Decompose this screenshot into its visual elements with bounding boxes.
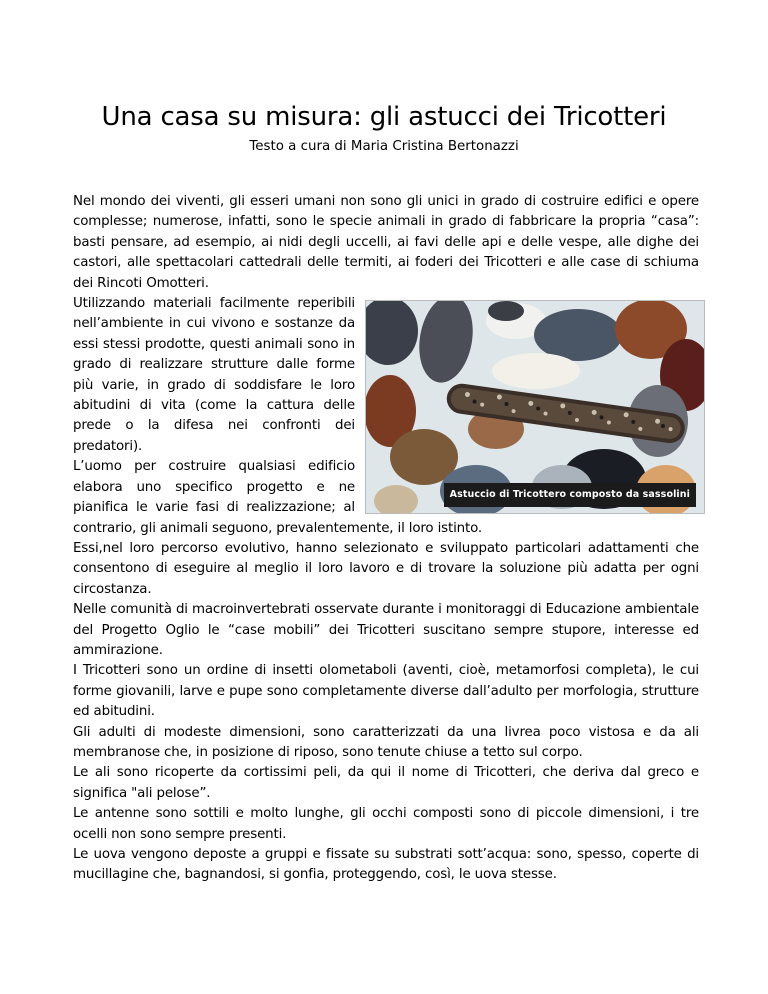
- paragraph: Le antenne sono sottili e molto lunghe, gli occhi composti sono di piccole dimensioni, i tre ocelli non sono sempre presenti.: [73, 806, 699, 842]
- photo-caption: Astuccio di Tricottero composto da sassolini: [444, 483, 696, 507]
- caddisfly-case-photo: [365, 300, 705, 514]
- paragraph: Nelle comunità di macroinvertebrati osservate durante i monitoraggi di Educazione ambientale del Progetto Oglio le “case mobili” dei Tricotteri suscitano sempre stupore, interesse ed ammirazione.: [73, 602, 699, 658]
- paragraph: L’uomo per costruire qualsiasi edificio elabora uno specifico progetto e ne pianifica le varie fasi di realizzazione; al contrario, gli animali seguono, prevalentemente, il loro istinto.: [73, 459, 483, 536]
- paragraph: Le uova vengono deposte a gruppi e fissate su substrati sott’acqua: sono, spesso, coperte di mucillagine che, bagnandosi, si gonfia, proteggendo, così, le uova stesse.: [73, 847, 699, 883]
- pebbles-illustration: [366, 301, 704, 513]
- paragraph: Essi,nel loro percorso evolutivo, hanno selezionato e sviluppato particolari adattamenti che consentono di eseguire al meglio il loro lavoro e di trovare la soluzione più adatta per ogni circostanza.: [73, 540, 699, 597]
- paragraph: Nel mondo dei viventi, gli esseri umani non sono gli unici in grado di costruire edifici e opere complesse; numerose, infatti, sono le specie animali in grado di fabbricare la propria “casa”: basti pensare, ad esempio, ai nidi degli uccelli, ai favi delle api e delle vespe, alle dighe dei castori, alle spettacolari cattedrali delle termiti, ai foderi dei Tricotteri e alle case di schiuma dei Rincoti Omotteri.: [73, 194, 699, 291]
- author-line: Testo a cura di Maria Cristina Bertonazzi: [249, 139, 519, 154]
- paragraph: I Tricotteri sono un ordine di insetti olometaboli (aventi, cioè, metamorfosi completa), le cui forme giovanili, larve e pupe sono completamente diverse dall’adulto per morfologia, strutture ed abitudini.: [73, 663, 699, 720]
- article-body: [73, 192, 699, 886]
- paragraph: Utilizzando materiali facilmente reperibili nell’ambiente in cui vivono e sostanze da essi stessi prodotte, questi animali sono in grado di realizzare strutture dalle forme più varie, in grado di soddisfare le loro abitudini di vita (come la cattura delle prede o la difesa nei confronti dei predatori).: [73, 296, 355, 454]
- document-title: Una casa su misura: gli astucci dei Tricotteri: [101, 102, 667, 133]
- paragraph: Gli adulti di modeste dimensioni, sono caratterizzati da una livrea poco vistosa e da ali membranose che, in posizione di riposo, sono tenute chiuse a tetto sul corpo.: [73, 724, 699, 760]
- paragraph: Le ali sono ricoperte da cortissimi peli, da qui il nome di Tricotteri, che deriva dal greco e significa "ali pelose”.: [73, 765, 699, 801]
